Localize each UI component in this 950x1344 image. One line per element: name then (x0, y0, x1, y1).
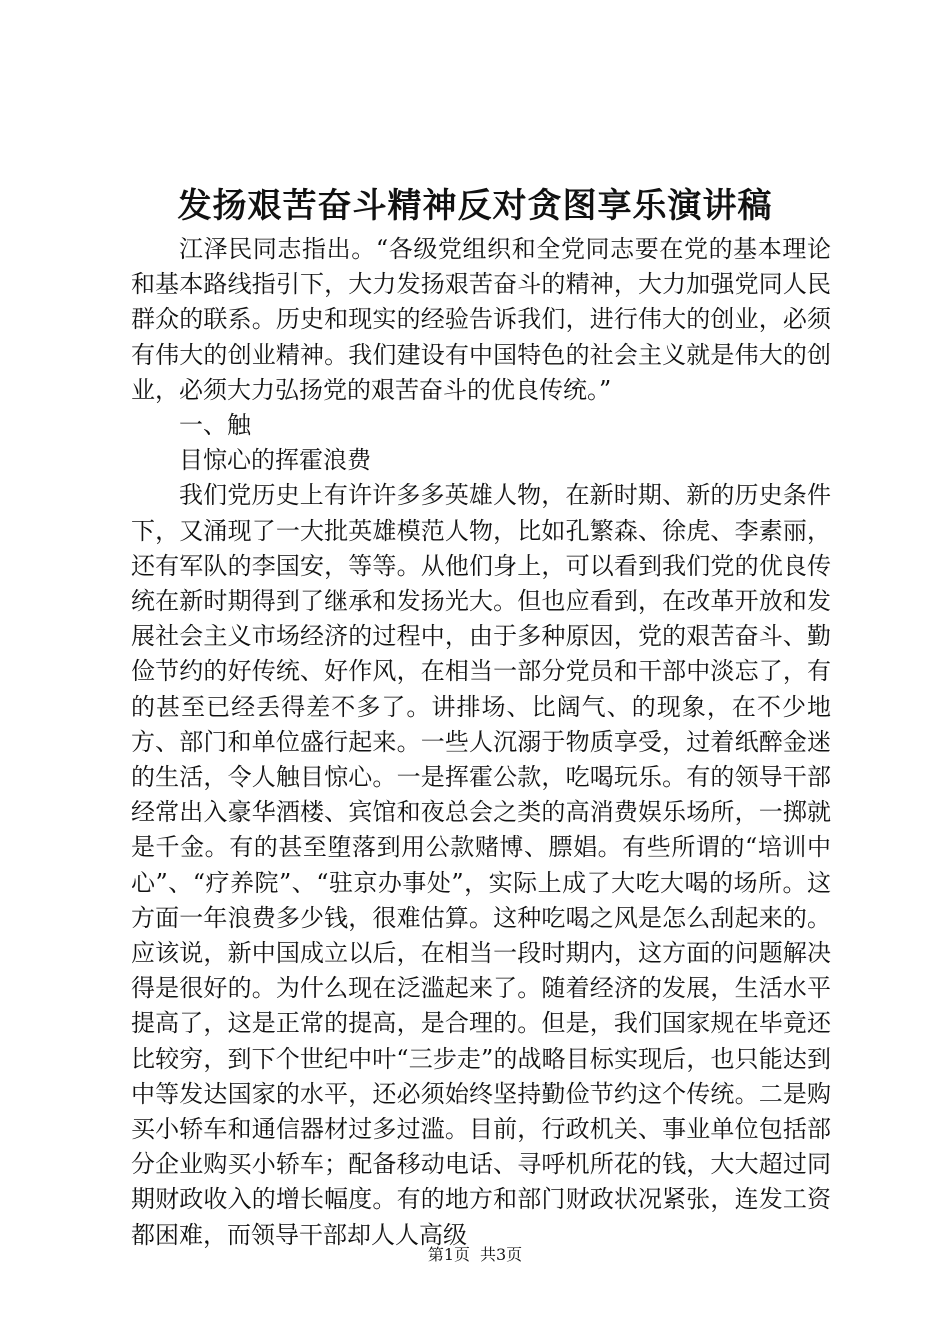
page-number-current: 第1页 (427, 1245, 470, 1264)
page-number-total: 共3页 (480, 1245, 523, 1264)
document-body (131, 232, 831, 1253)
page-footer (0, 1244, 950, 1266)
paragraph-intro-quote: 江泽民同志指出。“各级党组织和全党同志要在党的基本理论和基本路线指引下，大力发扬艰苦奋斗的精神，大力加强党同人民群众的联系。历史和现实的经验告诉我们，进行伟大的创业，必须有伟大的创业精神。我们建设有中国特色的社会主义就是伟大的创业，必须大力弘扬党的艰苦奋斗的优良传统。” (131, 235, 831, 404)
paragraph-main-body: 我们党历史上有许许多多英雄人物，在新时期、新的历史条件下，又涌现了一大批英雄模范人物，比如孔繁森、徐虎、李素丽，还有军队的李国安，等等。从他们身上，可以看到我们党的优良传统在新时期得到了继承和发扬光大。但也应看到，在改革开放和发展社会主义市场经济的过程中，由于多种原因，党的艰苦奋斗、勤俭节约的好传统、好作风，在相当一部分党员和干部中淡忘了，有的甚至已经丢得差不多了。讲排场、比阔气、的现象，在不少地方、部门和单位盛行起来。一些人沉溺于物质享受，过着纸醉金迷的生活，令人触目惊心。一是挥霍公款，吃喝玩乐。有的领导干部经常出入豪华酒楼、宾馆和夜总会之类的高消费娱乐场所，一掷就是千金。有的甚至堕落到用公款赌博、膘娼。有些所谓的“培训中心”、“疗养院”、“驻京办事处”，实际上成了大吃大喝的场所。这方面一年浪费多少钱，很难估算。这种吃喝之风是怎么刮起来的。应该说，新中国成立以后，在相当一段时期内，这方面的问题解决得是很好的。为什么现在泛滥起来了。随着经济的发展，生活水平提高了，这是正常的提高，是合理的。但是，我们国家规在毕竟还比较穷，到下个世纪中叶“三步走”的战略目标实现后，也只能达到中等发达国家的水平，还必须始终坚持勤俭节约这个传统。二是购买小轿车和通信器材过多过滥。目前，行政机关、事业单位包括部分企业购买小轿车；配备移动电话、寻呼机所花的钱，大大超过同期财政收入的增长幅度。有的地方和部门财政状况紧张，连发工资都困难，而领导干部却人人高级 (131, 481, 831, 1249)
document-title: 发扬艰苦奋斗精神反对贪图享乐演讲稿 (177, 186, 773, 226)
paragraph-section-subheading: 目惊心的挥霍浪费 (179, 446, 371, 475)
paragraph-section-heading: 一、触 (179, 411, 251, 440)
